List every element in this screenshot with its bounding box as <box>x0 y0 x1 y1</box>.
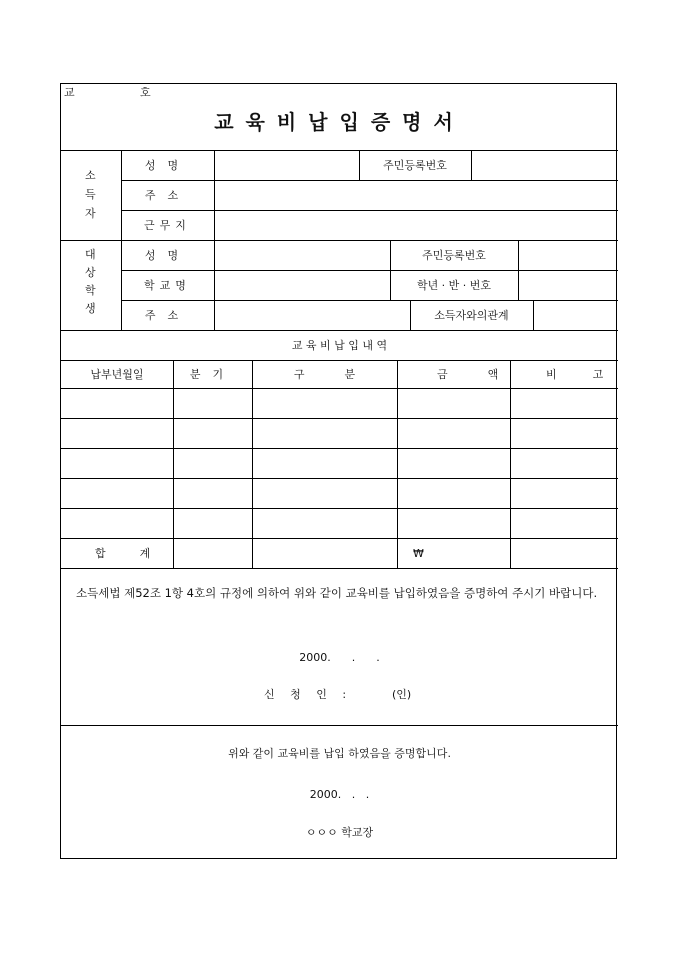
earner-name-label: 성명 <box>144 159 191 172</box>
earner-workplace-field[interactable] <box>214 210 618 240</box>
school-label: 교 <box>64 86 75 99</box>
certificate-form <box>60 83 640 859</box>
applicant-label: 신 청 인 : <box>264 688 353 701</box>
school-name-label: 학교명 <box>144 279 191 292</box>
number-label: 호 <box>140 86 151 99</box>
student-resident-no-field[interactable] <box>518 240 618 270</box>
column-amount: 금액 <box>437 368 539 381</box>
column-category: 구분 <box>293 368 396 381</box>
payment-row[interactable] <box>61 478 618 508</box>
student-name-field[interactable] <box>214 240 390 270</box>
student-name-label: 성명 <box>144 249 191 262</box>
column-payment-date: 납부년월일 <box>90 368 144 381</box>
grade-class-number-field[interactable] <box>518 270 618 300</box>
earner-resident-no-field[interactable] <box>471 150 618 180</box>
request-statement: 소득세법 제52조 1항 4호의 규정에 의하여 위와 같이 교육비를 납입하였음을 증명하여 주시기 바랍니다. <box>76 586 598 600</box>
applicant-seal: (인) <box>392 688 412 701</box>
earner-workplace-label: 근무지 <box>144 219 191 232</box>
column-remarks: 비고 <box>546 368 640 381</box>
relation-label: 소득자와의관계 <box>434 309 509 322</box>
payment-row[interactable] <box>61 448 618 478</box>
earner-group-label: 소 득 자 <box>85 169 96 220</box>
school-name-field[interactable] <box>214 270 390 300</box>
relation-field[interactable] <box>533 300 618 330</box>
earner-address-field[interactable] <box>214 180 618 210</box>
payment-section-title: 교 육 비 납 입 내 역 <box>291 339 388 352</box>
total-amount-field[interactable] <box>421 538 510 568</box>
column-quarter: 분기 <box>189 368 236 381</box>
principal-signature: ㅇㅇㅇ 학교장 <box>305 826 374 839</box>
certification-date: 2000. . . <box>309 788 370 801</box>
payment-row[interactable] <box>61 508 618 538</box>
total-currency-symbol: ₩ <box>413 547 424 560</box>
payment-row[interactable] <box>61 418 618 448</box>
earner-name-field[interactable] <box>214 150 359 180</box>
student-resident-no-label: 주민등록번호 <box>422 249 486 262</box>
total-label: 합계 <box>95 547 185 560</box>
certification-statement: 위와 같이 교육비를 납입 하였음을 증명합니다. <box>228 747 451 760</box>
earner-address-label: 주소 <box>144 189 191 202</box>
request-date: 2000. . . <box>299 651 380 664</box>
grade-class-number-label: 학년 · 반 · 번호 <box>416 279 492 292</box>
document-title: 교육비납입증명서 <box>214 110 465 134</box>
student-address-label: 주소 <box>144 309 191 322</box>
payment-row[interactable] <box>61 388 618 418</box>
applicant-name-field[interactable] <box>333 684 391 704</box>
earner-resident-no-label: 주민등록번호 <box>383 159 447 172</box>
student-address-field[interactable] <box>214 300 410 330</box>
student-group-label: 대 상 학 생 <box>85 248 96 315</box>
